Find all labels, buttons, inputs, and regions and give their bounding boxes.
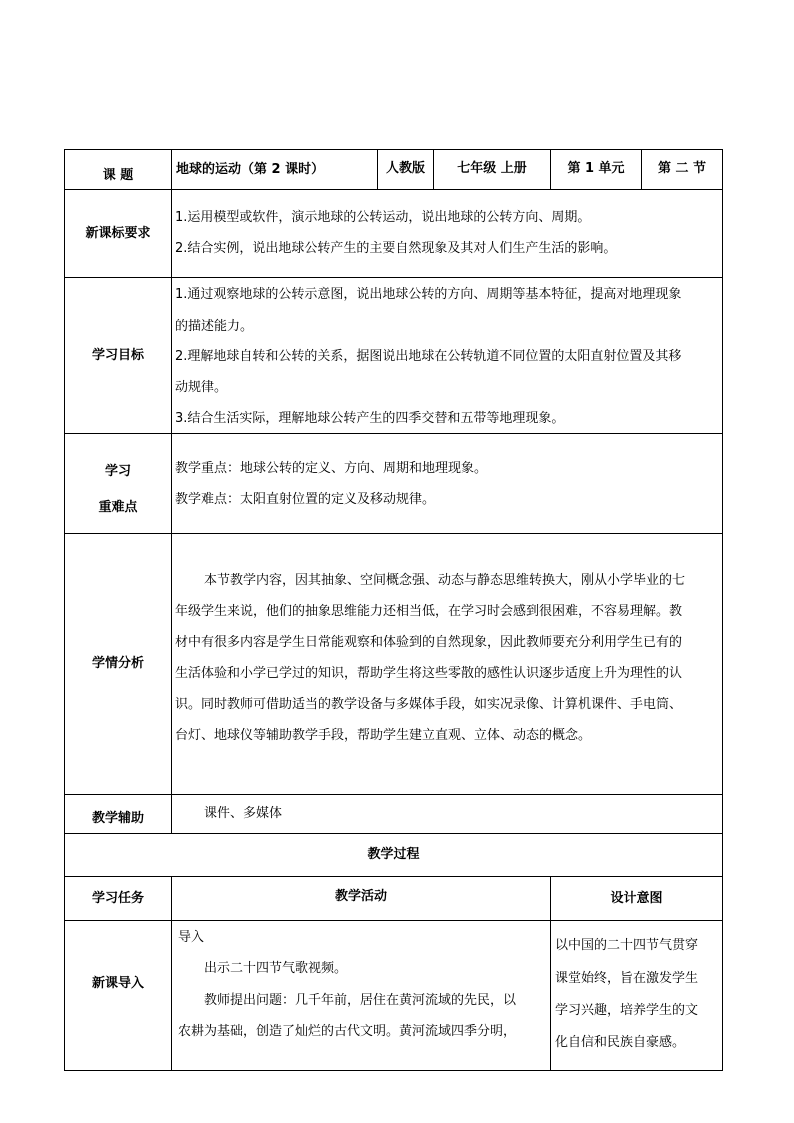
aids-value: 课件、多媒体 <box>204 806 283 821</box>
topic-value: 地球的运动（第 2 课时） <box>176 162 325 177</box>
intent-line: 以中国的二十四节气贯穿 <box>555 938 699 953</box>
activity-line: 出示二十四节气歌视频。 <box>204 961 348 976</box>
intent-line: 学习兴趣，培养学生的文 <box>555 1003 699 1018</box>
row-divider <box>64 433 723 434</box>
analysis-line: 识。同时教师可借助适当的教学设备与多媒体手段，如实况录像、计算机课件、手电筒、 <box>175 697 683 712</box>
analysis-line: 材中有很多内容是学生日常能观察和体验到的自然现象，因此教师要充分利用学生已有的 <box>175 635 683 650</box>
standards-line: 1.运用模型或软件，演示地球的公转运动，说出地球的公转方向、周期。 <box>175 210 591 225</box>
objectives-label: 学习目标 <box>91 347 144 363</box>
lesson-plan-table <box>64 149 723 1071</box>
key-points-label-line2: 重难点 <box>98 500 138 515</box>
aids-label: 教学辅助 <box>91 811 144 826</box>
objectives-line: 动规律。 <box>175 380 228 395</box>
intent-line: 化自信和民族自豪感。 <box>555 1035 686 1050</box>
key-points-line: 教学重点：地球公转的定义、方向、周期和地理现象。 <box>175 461 488 476</box>
activity-line: 农耕为基础，创造了灿烂的古代文明。黄河流域四季分明， <box>178 1024 517 1039</box>
activity-line: 导入 <box>178 930 205 945</box>
standards-line: 2.结合实例，说出地球公转产生的主要自然现象及其对人们生产生活的影响。 <box>175 241 617 256</box>
key-points-label-line1: 学习 <box>104 464 131 479</box>
intent-line: 课堂始终，旨在激发学生 <box>555 971 699 986</box>
topic-label: 课 题 <box>102 168 134 183</box>
unit: 第 1 单元 <box>567 161 625 176</box>
column-divider <box>171 149 172 834</box>
grade: 七年级 上册 <box>457 161 527 176</box>
col-task-header: 学习任务 <box>91 890 144 906</box>
table-border-bottom <box>64 1070 723 1071</box>
objectives-line: 2.理解地球自转和公转的关系，据图说出地球在公转轨道不同位置的太阳直射位置及其移 <box>175 349 682 364</box>
analysis-line: 台灯、地球仪等辅助教学手段，帮助学生建立直观、立体、动态的概念。 <box>175 728 592 743</box>
analysis-line: 年级学生来说，他们的抽象思维能力还相当低，在学习时会感到很困难，不容易理解。教 <box>175 604 683 619</box>
process-title: 教学过程 <box>367 847 420 862</box>
col-intent-header: 设计意图 <box>610 890 663 906</box>
table-border-right <box>722 149 723 1071</box>
section: 第 二 节 <box>657 161 707 176</box>
key-points-line: 教学难点：太阳直射位置的定义及移动规律。 <box>175 492 436 507</box>
objectives-line: 的描述能力。 <box>175 319 254 334</box>
objectives-line: 3.结合生活实际，理解地球公转产生的四季交替和五带等地理现象。 <box>175 411 565 426</box>
col-activity-header: 教学活动 <box>334 889 387 904</box>
analysis-line: 生活体验和小学已学过的知识，帮助学生将这些零散的感性认识逐步适度上升为理性的认 <box>175 666 683 681</box>
analysis-label: 学情分析 <box>91 656 144 671</box>
analysis-line: 本节教学内容，因其抽象、空间概念强、动态与静态思维转换大，刚从小学毕业的七 <box>204 573 686 588</box>
row-divider <box>64 794 723 795</box>
objectives-line: 1.通过观察地球的公转示意图，说出地球公转的方向、周期等基本特征，提高对地理现象 <box>175 287 682 302</box>
publisher: 人教版 <box>385 161 425 176</box>
task-new-lesson: 新课导入 <box>91 976 144 991</box>
standards-label: 新课标要求 <box>85 225 151 241</box>
activity-line: 教师提出问题：几千年前，居住在黄河流域的先民，以 <box>204 993 517 1008</box>
